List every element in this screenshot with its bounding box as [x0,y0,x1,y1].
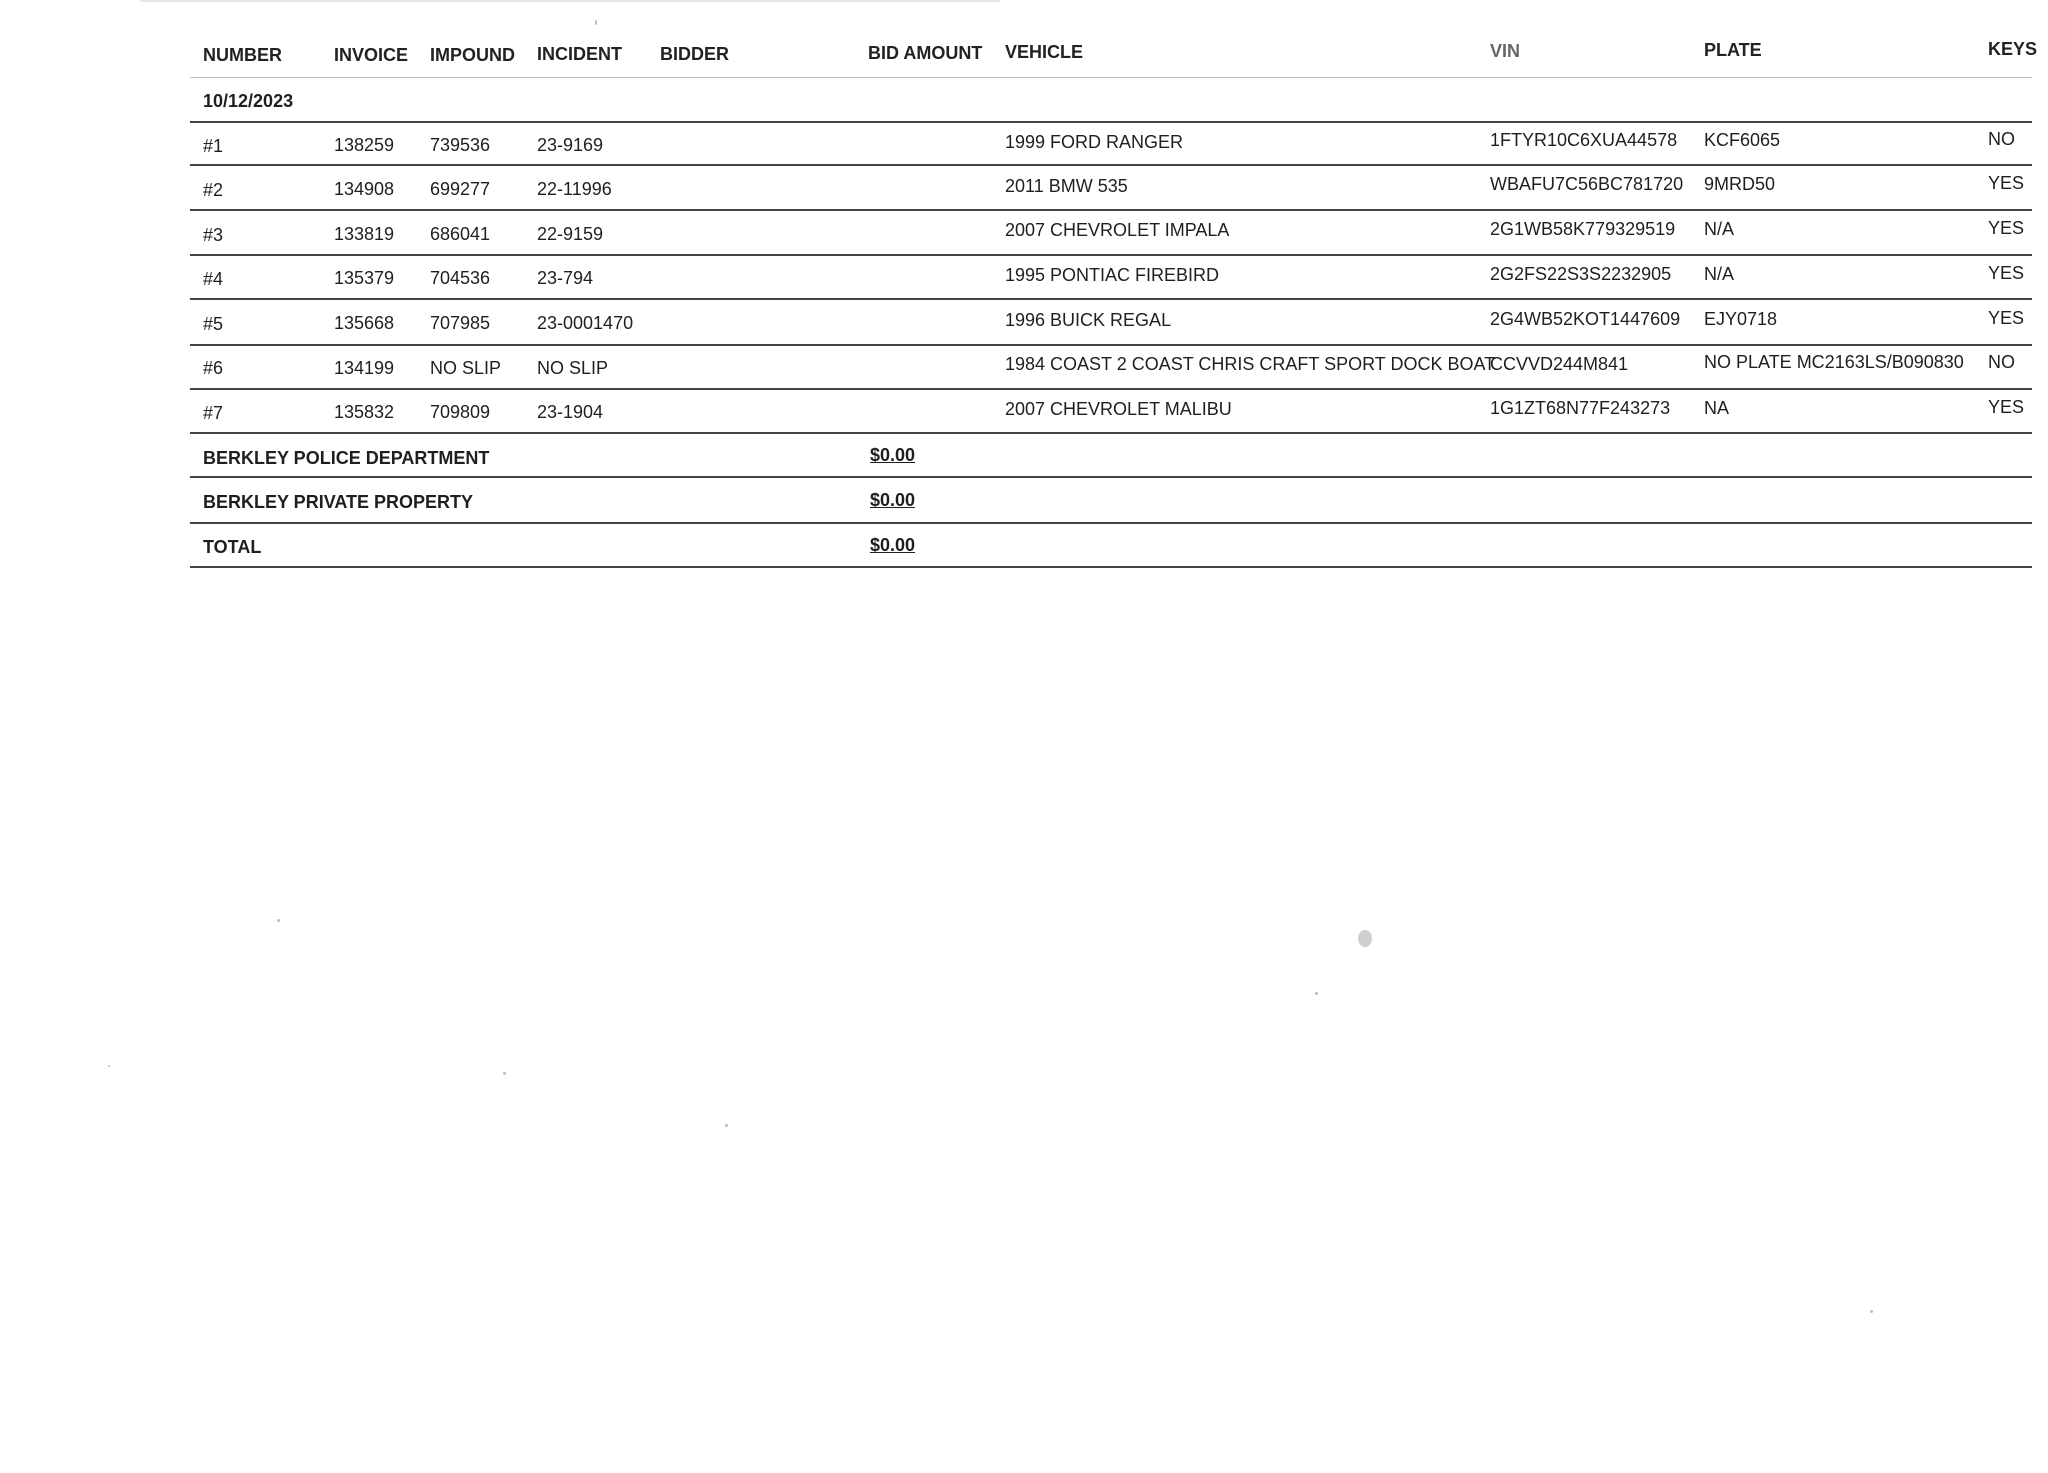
header-plate: PLATE [1704,40,1762,60]
row-4-vehicle: 1995 PONTIAC FIREBIRD [1005,265,1220,285]
row-6-vin: CCVVD244M841 [1490,354,1629,374]
header-invoice: INVOICE [334,45,409,65]
row-2-number: #2 [203,180,224,200]
header-keys: KEYS [1988,39,2038,59]
header-vin: VIN [1490,41,1521,61]
row-2-invoice: 134908 [334,179,395,199]
row-divider [190,344,2032,346]
summary-police-amount: $0.00 [870,445,916,465]
row-5-impound: 707985 [430,313,491,333]
row-3-vin: 2G1WB58K779329519 [1490,219,1676,239]
row-3-vehicle: 2007 CHEVROLET IMPALA [1005,220,1230,240]
summary-private-label: BERKLEY PRIVATE PROPERTY [203,492,474,512]
row-3-incident: 22-9159 [537,224,604,244]
summary-private-amount: $0.00 [870,490,916,510]
scan-artifact-line [140,0,1000,2]
row-6-keys: NO [1988,352,2015,372]
row-5-vin: 2G4WB52KOT1447609 [1490,309,1681,329]
header-bid-amount: BID AMOUNT [868,43,983,63]
row-7-keys: YES [1988,397,2025,417]
row-6-impound: NO SLIP [430,358,502,378]
scan-speck [1315,992,1318,995]
row-1-invoice: 138259 [334,135,395,155]
row-4-impound: 704536 [430,268,491,288]
table-bottom-border [190,566,2032,568]
row-3-impound: 686041 [430,224,491,244]
scan-speck [595,20,597,25]
summary-total-label: TOTAL [203,537,262,557]
header-incident: INCIDENT [537,44,622,64]
header-bidder: BIDDER [660,44,730,64]
row-divider [190,254,2032,256]
row-1-impound: 739536 [430,135,491,155]
row-2-incident: 22-11996 [537,179,612,199]
row-5-plate: EJY0718 [1704,309,1778,329]
row-4-invoice: 135379 [334,268,395,288]
header-impound: IMPOUND [430,45,515,65]
row-divider [190,476,2032,478]
row-3-plate: N/A [1704,219,1735,239]
row-1-incident: 23-9169 [537,135,604,155]
row-divider [190,432,2032,434]
row-1-plate: KCF6065 [1704,130,1781,150]
row-6-incident: NO SLIP [537,358,609,378]
row-3-invoice: 133819 [334,224,395,244]
row-5-keys: YES [1988,308,2025,328]
row-divider [190,209,2032,211]
row-4-keys: YES [1988,263,2025,283]
row-7-invoice: 135832 [334,402,395,422]
header-divider [190,77,2032,78]
summary-total-amount: $0.00 [870,535,916,555]
row-7-impound: 709809 [430,402,491,422]
row-4-number: #4 [203,269,224,289]
scan-speck [1358,930,1372,947]
row-7-incident: 23-1904 [537,402,604,422]
scan-speck [503,1072,506,1075]
scan-speck [277,919,280,922]
row-1-vehicle: 1999 FORD RANGER [1005,132,1184,152]
scan-speck [725,1124,728,1127]
row-3-number: #3 [203,225,224,245]
row-4-vin: 2G2FS22S3S2232905 [1490,264,1672,284]
row-6-invoice: 134199 [334,358,395,378]
row-7-vehicle: 2007 CHEVROLET MALIBU [1005,399,1232,419]
row-divider [190,121,2032,123]
row-1-keys: NO [1988,129,2015,149]
row-2-plate: 9MRD50 [1704,174,1776,194]
row-3-keys: YES [1988,218,2025,238]
row-4-plate: N/A [1704,264,1735,284]
row-divider [190,388,2032,390]
row-7-plate: NA [1704,398,1730,418]
header-number: NUMBER [203,45,282,65]
row-6-vehicle: 1984 COAST 2 COAST CHRIS CRAFT SPORT DOCK BOAT [1005,354,1496,374]
row-1-vin: 1FTYR10C6XUA44578 [1490,130,1678,150]
row-2-vin: WBAFU7C56BC781720 [1490,174,1684,194]
row-4-incident: 23-794 [537,268,594,288]
summary-police-label: BERKLEY POLICE DEPARTMENT [203,448,490,468]
row-2-impound: 699277 [430,179,491,199]
scan-speck [108,1065,110,1067]
header-vehicle: VEHICLE [1005,42,1084,62]
row-2-vehicle: 2011 BMW 535 [1005,176,1128,196]
row-6-number: #6 [203,358,224,378]
row-divider [190,298,2032,300]
row-divider [190,522,2032,524]
date-group-label: 10/12/2023 [203,91,294,111]
row-divider [190,164,2032,166]
row-2-keys: YES [1988,173,2025,193]
row-5-invoice: 135668 [334,313,395,333]
row-5-vehicle: 1996 BUICK REGAL [1005,310,1172,330]
row-7-number: #7 [203,403,224,423]
row-5-number: #5 [203,314,224,334]
row-7-vin: 1G1ZT68N77F243273 [1490,398,1671,418]
scan-speck [1870,1310,1873,1313]
row-6-plate: NO PLATE MC2163LS/B090830 [1704,352,1964,372]
row-5-incident: 23-0001470 [537,313,634,333]
row-1-number: #1 [203,136,224,156]
